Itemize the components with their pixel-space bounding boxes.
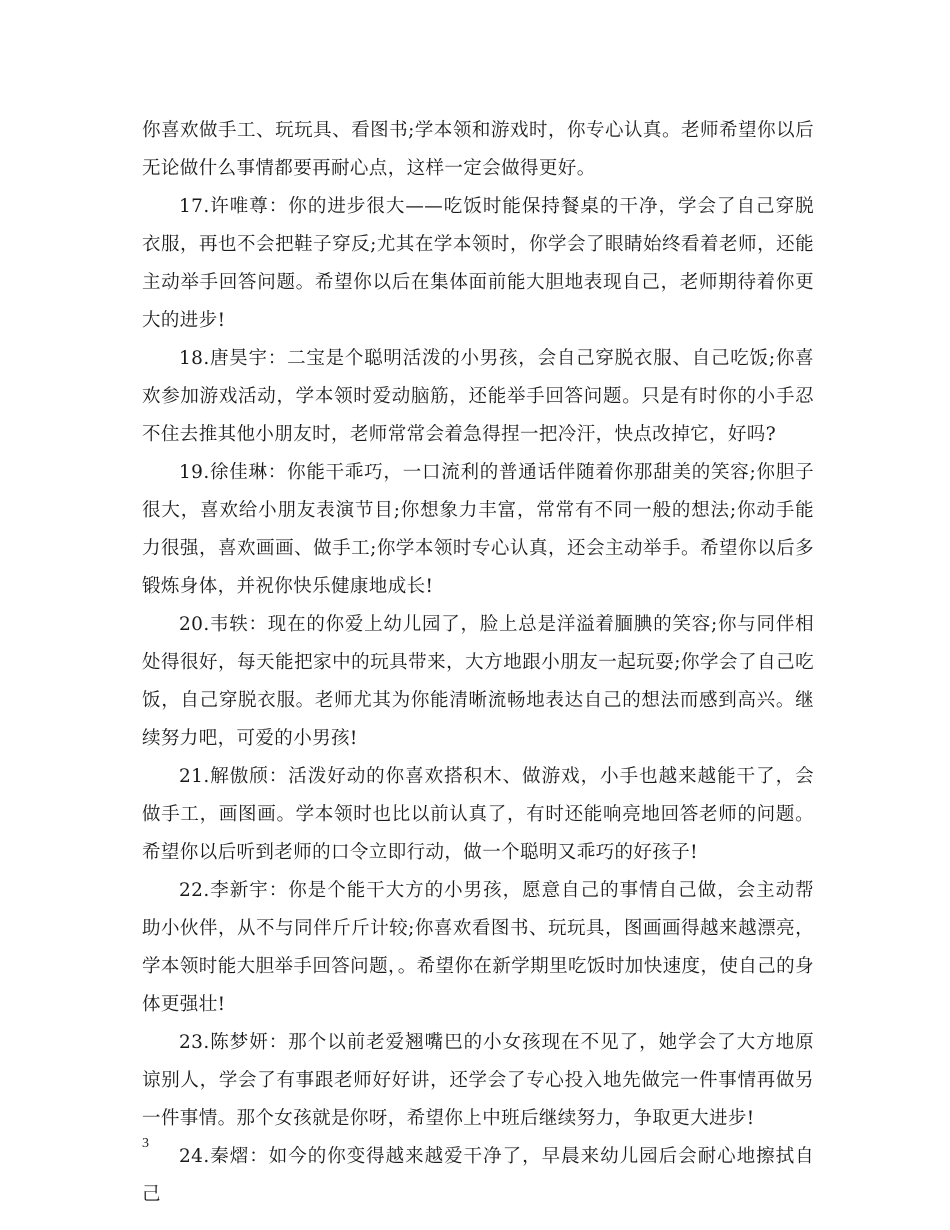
paragraph-comment-19: 19.徐佳琳：你能干乖巧，一口流利的普通话伴随着你那甜美的笑容;你胆子很大，喜欢给小朋友表演节目;你想象力丰富，常常有不同一般的想法;你动手能力很强，喜欢画画、做手工;你学本领时专心认真，还会主动举手。希望你以后多锻炼身体，并祝你快乐健康地成长! — [142, 462, 814, 597]
page-number: 3 — [142, 1136, 149, 1151]
paragraph-comment-23: 23.陈梦妍：那个以前老爱翘嘴巴的小女孩现在不见了，她学会了大方地原谅别人，学会了有事跟老师好好讲，还学会了专心投入地先做完一件事情再做另一件事情。那个女孩就是你呀，希望你上中班后继续努力，争取更大进步! — [142, 1032, 814, 1129]
paragraph-comment-17: 17.许唯尊：你的进步很大——吃饭时能保持餐桌的干净，学会了自己穿脱衣服，再也不会把鞋子穿反;尤其在学本领时，你学会了眼睛始终看着老师，还能主动举手回答问题。希望你以后在集体面前能大胆地表现自己，老师期待着你更大的进步! — [142, 196, 814, 331]
document-body — [142, 112, 814, 1214]
paragraph-comment-22: 22.李新宇：你是个能干大方的小男孩，愿意自己的事情自己做，会主动帮助小伙伴，从不与同伴斤斤计较;你喜欢看图书、玩玩具，图画画得越来越漂亮，学本领时能大胆举手回答问题，。希望你在新学期里吃饭时加快速度，使自己的身体更强壮! — [142, 880, 814, 1015]
paragraph-comment-24: 24.秦熠：如今的你变得越来越爱干净了，早晨来幼儿园后会耐心地擦拭自己 — [142, 1146, 814, 1205]
paragraph-comment-18: 18.唐昊宇：二宝是个聪明活泼的小男孩，会自己穿脱衣服、自己吃饭;你喜欢参加游戏活动，学本领时爱动脑筋，还能举手回答问题。只是有时你的小手忍不住去推其他小朋友时，老师常常会着急得捏一把冷汗，快点改掉它，好吗? — [142, 348, 814, 445]
paragraph-comment-20: 20.韦轶：现在的你爱上幼儿园了，脸上总是洋溢着腼腆的笑容;你与同伴相处得很好，每天能把家中的玩具带来，大方地跟小朋友一起玩耍;你学会了自己吃饭，自己穿脱衣服。老师尤其为你能清晰流畅地表达自己的想法而感到高兴。继续努力吧，可爱的小男孩! — [142, 614, 814, 749]
paragraph-comment-21: 21.解傲颀：活泼好动的你喜欢搭积木、做游戏，小手也越来越能干了，会做手工，画图画。学本领时也比以前认真了，有时还能响亮地回答老师的问题。希望你以后听到老师的口令立即行动，做一个聪明又乖巧的好孩子! — [142, 766, 814, 863]
paragraph-continuation: 你喜欢做手工、玩玩具、看图书;学本领和游戏时，你专心认真。老师希望你以后无论做什么事情都要再耐心点，这样一定会做得更好。 — [142, 120, 814, 179]
